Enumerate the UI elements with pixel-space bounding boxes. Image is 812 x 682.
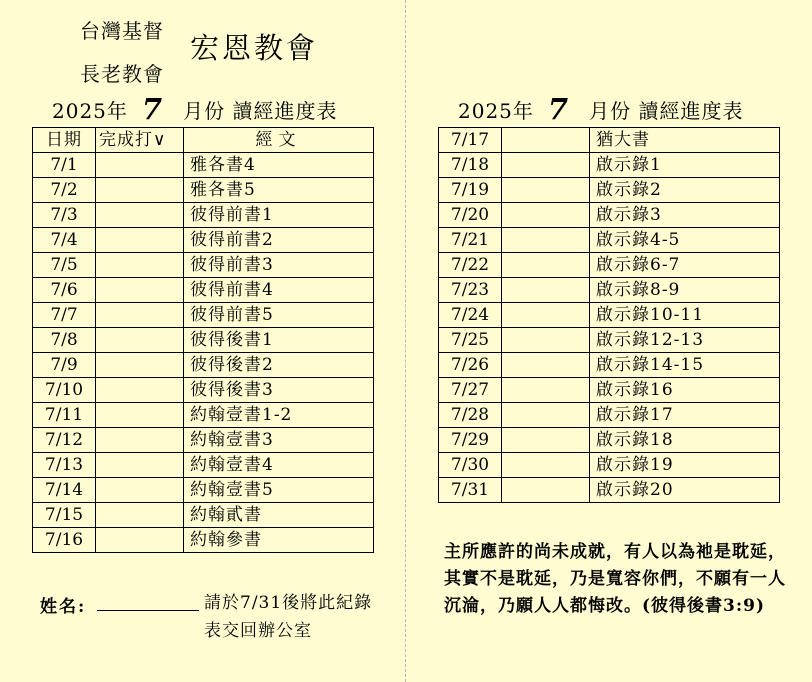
row-date: 7/19 — [439, 178, 502, 203]
row-date: 7/26 — [439, 353, 502, 378]
completion-checkbox-cell[interactable] — [502, 428, 590, 453]
completion-checkbox-cell[interactable] — [96, 428, 184, 453]
name-field-line[interactable] — [97, 610, 199, 611]
row-scripture: 約翰貳書 — [184, 503, 374, 528]
table-row — [439, 253, 780, 278]
row-scripture: 彼得前書1 — [184, 203, 374, 228]
church-denomination-line1: 台灣基督 — [80, 19, 164, 43]
row-scripture: 啟示錄3 — [590, 203, 780, 228]
row-scripture: 啟示錄12-13 — [590, 328, 780, 353]
table-row — [439, 228, 780, 253]
completion-checkbox-cell[interactable] — [502, 453, 590, 478]
table-row — [33, 353, 374, 378]
completion-checkbox-cell[interactable] — [96, 478, 184, 503]
completion-checkbox-cell[interactable] — [502, 178, 590, 203]
completion-checkbox-cell[interactable] — [96, 203, 184, 228]
table-row — [33, 503, 374, 528]
row-scripture: 啟示錄2 — [590, 178, 780, 203]
completion-checkbox-cell[interactable] — [502, 328, 590, 353]
row-scripture: 彼得後書1 — [184, 328, 374, 353]
completion-checkbox-cell[interactable] — [96, 328, 184, 353]
table-row — [439, 453, 780, 478]
table-row — [33, 253, 374, 278]
table-row — [439, 478, 780, 503]
return-instruction: 請於7/31後將此紀錄表交回辦公室 — [204, 593, 373, 641]
reading-table-left — [32, 127, 374, 553]
row-date: 7/24 — [439, 303, 502, 328]
row-scripture: 彼得前書5 — [184, 303, 374, 328]
table-row — [439, 328, 780, 353]
row-date: 7/23 — [439, 278, 502, 303]
header-date: 日期 — [33, 128, 96, 153]
row-date: 7/15 — [33, 503, 96, 528]
table-row — [33, 478, 374, 503]
row-date: 7/4 — [33, 228, 96, 253]
completion-checkbox-cell[interactable] — [96, 453, 184, 478]
table-row — [439, 178, 780, 203]
completion-checkbox-cell[interactable] — [96, 403, 184, 428]
church-denomination-line2: 長老教會 — [80, 62, 164, 86]
completion-checkbox-cell[interactable] — [96, 528, 184, 553]
title-month: 7 — [141, 92, 164, 126]
row-date: 7/17 — [439, 128, 502, 153]
row-scripture: 彼得後書3 — [184, 378, 374, 403]
row-scripture: 雅各書5 — [184, 178, 374, 203]
row-date: 7/1 — [33, 153, 96, 178]
completion-checkbox-cell[interactable] — [502, 253, 590, 278]
completion-checkbox-cell[interactable] — [502, 203, 590, 228]
completion-checkbox-cell[interactable] — [502, 303, 590, 328]
name-label: 姓名: — [40, 597, 87, 617]
row-scripture: 猶大書 — [590, 128, 780, 153]
row-date: 7/12 — [33, 428, 96, 453]
church-name: 宏恩教會 — [190, 31, 319, 65]
row-date: 7/29 — [439, 428, 502, 453]
row-date: 7/16 — [33, 528, 96, 553]
table-row — [439, 428, 780, 453]
row-date: 7/8 — [33, 328, 96, 353]
table-row — [439, 353, 780, 378]
row-scripture: 啟示錄14-15 — [590, 353, 780, 378]
completion-checkbox-cell[interactable] — [96, 378, 184, 403]
row-date: 7/3 — [33, 203, 96, 228]
row-date: 7/21 — [439, 228, 502, 253]
row-scripture: 約翰參書 — [184, 528, 374, 553]
table-row — [33, 428, 374, 453]
row-date: 7/5 — [33, 253, 96, 278]
completion-checkbox-cell[interactable] — [96, 228, 184, 253]
table-row — [33, 328, 374, 353]
row-scripture: 啟示錄18 — [590, 428, 780, 453]
row-scripture: 啟示錄20 — [590, 478, 780, 503]
table-row — [439, 278, 780, 303]
row-scripture: 啟示錄16 — [590, 378, 780, 403]
table-row — [33, 178, 374, 203]
completion-checkbox-cell[interactable] — [96, 153, 184, 178]
row-date: 7/18 — [439, 153, 502, 178]
row-scripture: 彼得後書2 — [184, 353, 374, 378]
row-scripture: 啟示錄1 — [590, 153, 780, 178]
row-scripture: 彼得前書3 — [184, 253, 374, 278]
table-row — [33, 528, 374, 553]
row-scripture: 啟示錄6-7 — [590, 253, 780, 278]
row-scripture: 啟示錄19 — [590, 453, 780, 478]
completion-checkbox-cell[interactable] — [96, 278, 184, 303]
header-book: 經文 — [184, 128, 374, 153]
row-date: 7/27 — [439, 378, 502, 403]
row-date: 7/7 — [33, 303, 96, 328]
row-scripture: 啟示錄8-9 — [590, 278, 780, 303]
completion-checkbox-cell[interactable] — [502, 128, 590, 153]
row-date: 7/13 — [33, 453, 96, 478]
row-scripture: 約翰壹書1-2 — [184, 403, 374, 428]
table-row — [33, 303, 374, 328]
table-row — [33, 203, 374, 228]
table-row — [33, 153, 374, 178]
completion-checkbox-cell[interactable] — [502, 478, 590, 503]
table-row — [33, 403, 374, 428]
title-suffix: 月份 讀經進度表 — [183, 99, 338, 123]
bible-verse: 主所應許的尚未成就，有人以為祂是耽延，其實不是耽延，乃是寬容你們，不願有一人沉淪，乃願人人都悔改。(彼得後書3:9) — [444, 542, 786, 616]
row-date: 7/22 — [439, 253, 502, 278]
page-fold-divider — [405, 0, 406, 682]
table-row — [439, 203, 780, 228]
completion-checkbox-cell[interactable] — [96, 253, 184, 278]
row-date: 7/14 — [33, 478, 96, 503]
title-year: 2025年 — [458, 99, 534, 123]
table-header-row — [33, 128, 374, 153]
table-row — [439, 128, 780, 153]
completion-checkbox-cell[interactable] — [96, 503, 184, 528]
table-row — [439, 303, 780, 328]
table-row — [33, 278, 374, 303]
table-row — [33, 453, 374, 478]
row-scripture: 啟示錄10-11 — [590, 303, 780, 328]
completion-checkbox-cell[interactable] — [96, 178, 184, 203]
table-row — [439, 378, 780, 403]
row-date: 7/30 — [439, 453, 502, 478]
row-date: 7/25 — [439, 328, 502, 353]
table-row — [439, 153, 780, 178]
title-month: 7 — [547, 92, 570, 126]
row-date: 7/20 — [439, 203, 502, 228]
title-year: 2025年 — [52, 99, 128, 123]
reading-plan-title-right — [458, 92, 743, 126]
row-date: 7/6 — [33, 278, 96, 303]
completion-checkbox-cell[interactable] — [502, 228, 590, 253]
row-scripture: 約翰壹書4 — [184, 453, 374, 478]
table-row — [33, 378, 374, 403]
row-scripture: 約翰壹書5 — [184, 478, 374, 503]
table-row — [33, 228, 374, 253]
church-denomination — [80, 10, 190, 96]
row-date: 7/28 — [439, 403, 502, 428]
row-date: 7/11 — [33, 403, 96, 428]
title-suffix: 月份 讀經進度表 — [589, 99, 744, 123]
header-check: 完成打∨ — [96, 128, 184, 153]
reading-plan-title-left — [52, 92, 337, 126]
row-scripture: 約翰壹書3 — [184, 428, 374, 453]
row-date: 7/10 — [33, 378, 96, 403]
completion-checkbox-cell[interactable] — [502, 353, 590, 378]
completion-checkbox-cell[interactable] — [96, 303, 184, 328]
completion-checkbox-cell[interactable] — [96, 353, 184, 378]
row-scripture: 彼得前書2 — [184, 228, 374, 253]
row-scripture: 彼得前書4 — [184, 278, 374, 303]
table-row — [439, 403, 780, 428]
row-date: 7/2 — [33, 178, 96, 203]
row-date: 7/31 — [439, 478, 502, 503]
row-scripture: 啟示錄17 — [590, 403, 780, 428]
row-date: 7/9 — [33, 353, 96, 378]
reading-table-right — [438, 127, 780, 503]
row-scripture: 啟示錄4-5 — [590, 228, 780, 253]
completion-checkbox-cell[interactable] — [502, 278, 590, 303]
completion-checkbox-cell[interactable] — [502, 153, 590, 178]
row-scripture: 雅各書4 — [184, 153, 374, 178]
completion-checkbox-cell[interactable] — [502, 403, 590, 428]
completion-checkbox-cell[interactable] — [502, 378, 590, 403]
